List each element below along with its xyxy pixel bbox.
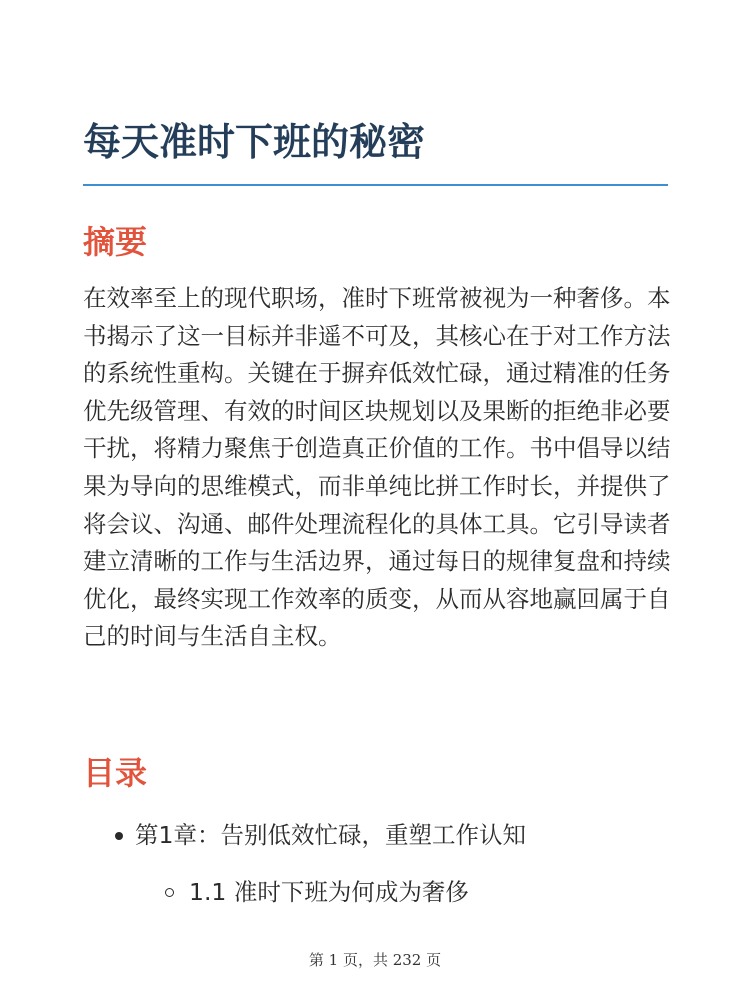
toc-item-section-1-1[interactable] [189, 876, 469, 908]
bullet-disc-icon [115, 832, 123, 840]
book-title: 每天准时下班的秘密 [83, 120, 426, 164]
abstract-heading: 摘要 [83, 223, 148, 261]
document-page [83, 0, 671, 1000]
toc-heading: 目录 [83, 754, 148, 792]
bullet-circle-icon [165, 888, 174, 897]
toc-item-label: 第1章：告别低效忙碌，重塑工作认知 [135, 821, 526, 849]
abstract-paragraph: 在效率至上的现代职场，准时下班常被视为一种奢侈。本书揭示了这一目标并非遥不可及，其核心在于对工作方法的系统性重构。关键在于摒弃低效忙碌，通过精准的任务优先级管理、有效的时间区块规划以及果断的拒绝非必要干扰，将精力聚焦于创造真正价值的工作。书中倡导以结果为导向的思维模式，而非单纯比拼工作时长，并提供了将会议、沟通、邮件处理流程化的具体工具。它引导读者建立清晰的工作与生活边界，通过每日的规律复盘和持续优化，最终实现工作效率的质变，从而从容地赢回属于自己的时间与生活自主权。 [83, 284, 671, 651]
title-divider [83, 184, 668, 186]
toc-item-chapter-1[interactable] [135, 819, 526, 851]
toc-item-label: 1.1 准时下班为何成为奢侈 [189, 878, 469, 906]
page-number-footer: 第 1 页，共 232 页 [308, 951, 442, 969]
